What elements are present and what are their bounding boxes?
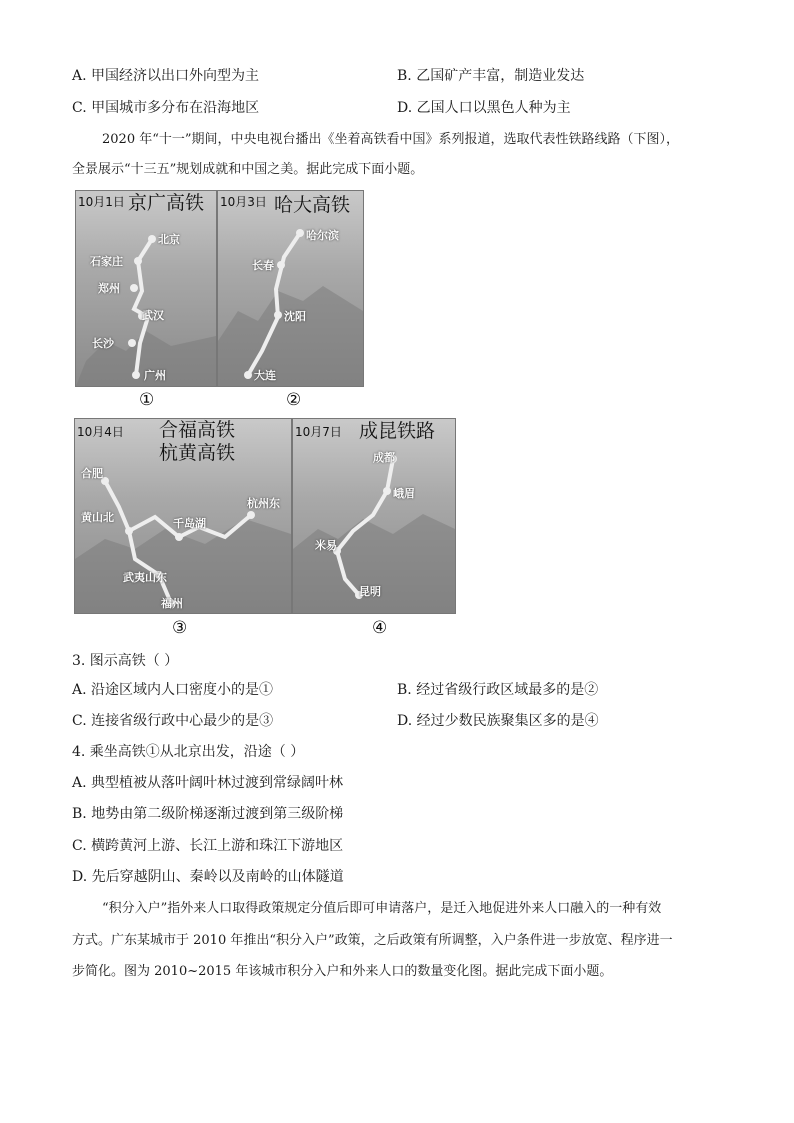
rail-route-hada	[218, 191, 363, 386]
panel4-title: 成昆铁路	[359, 420, 436, 442]
city-qiandaohu: 千岛湖	[173, 517, 206, 530]
q3-option-d: D. 经过少数民族聚集区多的是④	[397, 713, 599, 729]
city-fuzhou: 福州	[161, 597, 183, 610]
map-panel-jingguang	[75, 190, 217, 387]
intro1-line1: 2020 年“十一”期间，中央电视台播出《坐着高铁看中国》系列报道，选取代表性铁路线路（下图），	[102, 132, 680, 147]
q2-option-c: C. 甲国城市多分布在沿海地区	[72, 100, 260, 116]
map-panel-hefu-hanghuang	[74, 418, 292, 614]
panel3-date: 10月4日	[77, 425, 124, 439]
city-changsha: 长沙	[92, 337, 114, 350]
q3-stem: 3. 图示高铁（ ）	[72, 653, 179, 669]
city-zhengzhou: 郑州	[98, 282, 120, 295]
city-wuyishandong: 武夷山东	[123, 571, 167, 584]
panel1-title: 京广高铁	[128, 192, 205, 214]
city-kunming: 昆明	[359, 585, 381, 598]
panel2-date: 10月3日	[220, 195, 267, 209]
city-shijiazhuang: 石家庄	[90, 255, 123, 268]
q4-option-d: D. 先后穿越阴山、秦岭以及南岭的山体隧道	[72, 869, 344, 885]
q3-option-c: C. 连接省级行政中心最少的是③	[72, 713, 274, 729]
city-dalian: 大连	[254, 369, 276, 382]
q4-option-c: C. 横跨黄河上游、长江上游和珠江下游地区	[72, 838, 344, 854]
city-huangshanbei: 黄山北	[81, 511, 114, 524]
city-guangzhou: 广州	[144, 369, 166, 382]
city-harbin: 哈尔滨	[306, 229, 339, 242]
panel1-date: 10月1日	[78, 195, 125, 209]
map-panel-chengkun	[292, 418, 456, 614]
city-emei: 峨眉	[393, 487, 415, 500]
panel2-title: 哈大高铁	[274, 194, 351, 216]
panel3-label: ③	[172, 618, 188, 638]
city-chengdu: 成都	[373, 451, 395, 464]
rail-route-jingguang	[76, 191, 216, 386]
panel2-label: ②	[286, 390, 302, 410]
city-hefei: 合肥	[81, 467, 103, 480]
city-shenyang: 沈阳	[284, 310, 306, 323]
q4-stem: 4. 乘坐高铁①从北京出发，沿途（ ）	[72, 744, 305, 760]
city-beijing: 北京	[158, 233, 180, 246]
city-wuhan: 武汉	[142, 309, 164, 322]
q3-option-b: B. 经过省级行政区域最多的是②	[397, 682, 599, 698]
city-miyi: 米易	[315, 539, 337, 552]
intro2-line1: “积分入户”指外来人口取得政策规定分值后即可申请落户，是迁入地促进外来人口融入的一种有效	[102, 901, 662, 916]
panel4-date: 10月7日	[295, 425, 342, 439]
panel4-label: ④	[372, 618, 388, 638]
q3-option-a: A. 沿途区域内人口密度小的是①	[72, 682, 274, 698]
q4-option-b: B. 地势由第二级阶梯逐渐过渡到第三级阶梯	[72, 806, 344, 822]
q2-option-b: B. 乙国矿产丰富，制造业发达	[397, 68, 585, 84]
q2-option-a: A. 甲国经济以出口外向型为主	[72, 68, 260, 84]
map-panel-hada	[217, 190, 364, 387]
q4-option-a: A. 典型植被从落叶阔叶林过渡到常绿阔叶林	[72, 775, 344, 791]
panel3-title-line1: 合福高铁	[159, 419, 236, 441]
panel3-title-line2: 杭黄高铁	[159, 442, 236, 464]
intro2-line2: 方式。广东某城市于 2010 年推出“积分入户”政策，之后政策有所调整，入户条件进一步放宽、程序进一	[72, 933, 673, 948]
intro2-line3: 步简化。图为 2010~2015 年该城市积分入户和外来人口的数量变化图。据此完成下面小题。	[72, 964, 613, 979]
q2-option-d: D. 乙国人口以黑色人种为主	[397, 100, 571, 116]
city-changchun: 长春	[252, 259, 274, 272]
city-hangzhoudong: 杭州东	[247, 497, 280, 510]
panel1-label: ①	[139, 390, 155, 410]
intro1-line2: 全景展示“十三五”规划成就和中国之美。据此完成下面小题。	[72, 162, 424, 177]
